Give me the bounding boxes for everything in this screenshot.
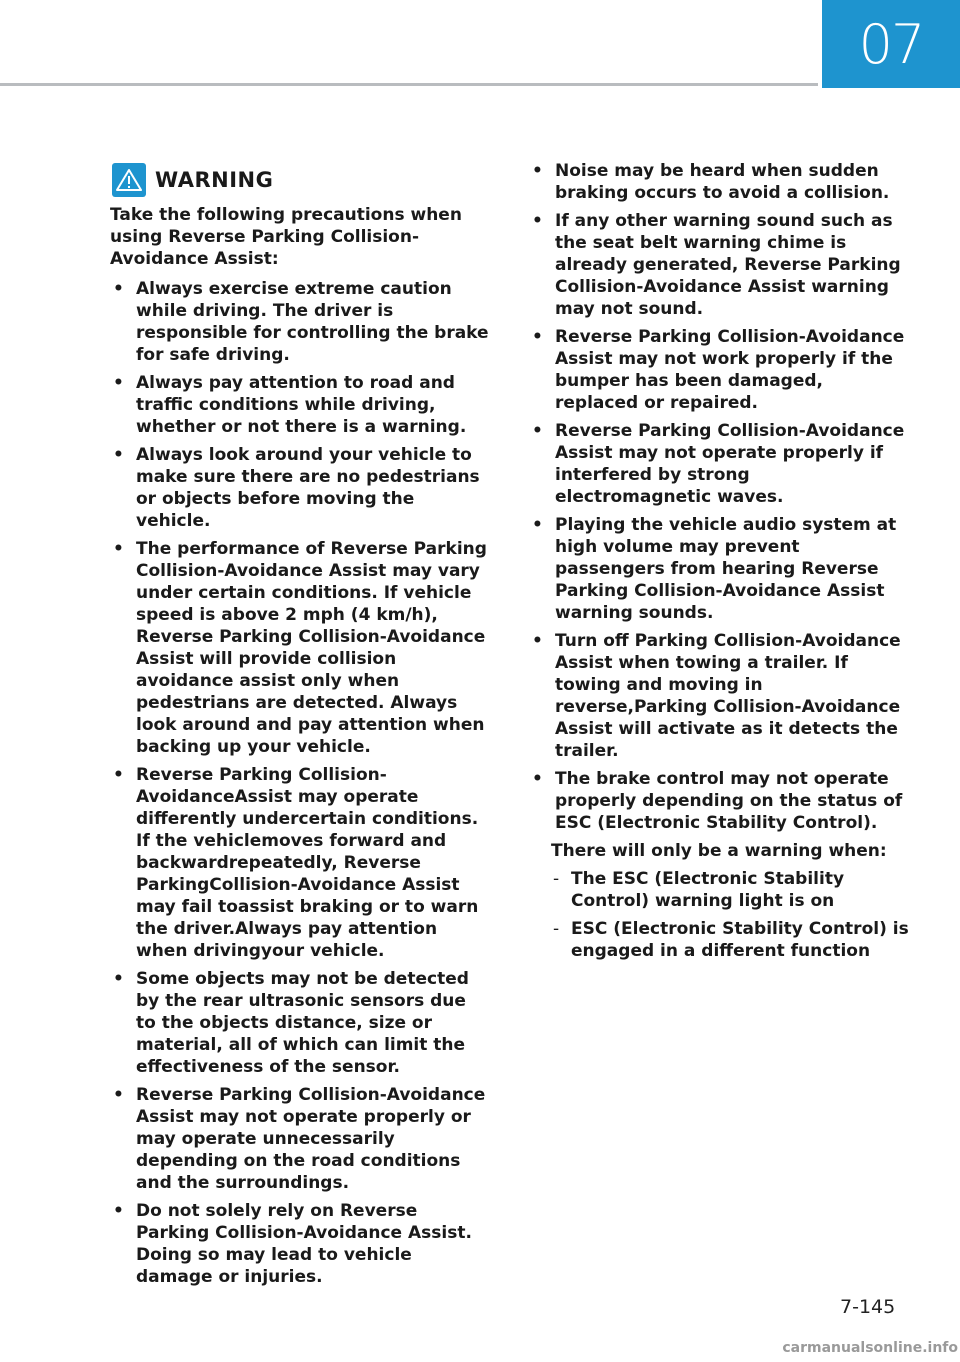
warning-intro: Take the following precautions when using Reverse Parking Collision-Avoidance Assist: (110, 205, 462, 269)
list-item: - ESC (Electronic Stability Control) is engaged in a different function (551, 918, 909, 962)
list-item: • Always look around your vehicle to make sure there are no pedestrians or objects before moving the vehicle. (110, 444, 490, 532)
right-bullet-list (529, 160, 909, 834)
list-item: • Always pay attention to road and traffic conditions while driving, whether or not there is a warning. (110, 372, 490, 438)
list-item: • Reverse Parking Collision-Avoidance Assist may not operate properly or may operate unnecessarily depending on the road conditions and the surroundings. (110, 1084, 490, 1194)
list-item: • Always exercise extreme caution while driving. The driver is responsible for controlling the brake for safe driving. (110, 278, 490, 366)
right-column (529, 160, 909, 968)
chapter-number: 07 (858, 12, 924, 76)
list-item: - The ESC (Electronic Stability Control) warning light is on (551, 868, 909, 912)
esc-note-intro: There will only be a warning when: (551, 841, 887, 861)
left-bullet-list (110, 278, 490, 1288)
header-rule (0, 83, 818, 86)
watermark: carmanualsonline.info (782, 1340, 958, 1356)
list-item: • Noise may be heard when sudden braking occurs to avoid a collision. (529, 160, 909, 204)
list-item: • The brake control may not operate properly depending on the status of ESC (Electronic Stability Control). (529, 768, 909, 834)
list-item: • Reverse Parking Collision-AvoidanceAssist may operate differently undercertain conditions. If the vehiclemoves forward and backwardrepeatedly, Reverse ParkingCollision-Avoidance Assist may fail toassist braking or to warn the driver.Always pay attention when drivingyour vehicle. (110, 764, 490, 962)
list-item: • Playing the vehicle audio system at high volume may prevent passengers from hearing Reverse Parking Collision-Avoidance Assist warning sounds. (529, 514, 909, 624)
left-column (110, 160, 490, 1294)
list-item: • The performance of Reverse Parking Collision-Avoidance Assist may vary under certain conditions. If vehicle speed is above 2 mph (4 km/h), Reverse Parking Collision-Avoidance Assist will provide collision avoidance assist only when pedestrians are detected. Always look around and pay attention when backing up your vehicle. (110, 538, 490, 758)
chapter-tab (822, 0, 960, 88)
page-number: 7-145 (840, 1296, 896, 1318)
list-item: • Some objects may not be detected by the rear ultrasonic sensors due to the objects distance, size or material, all of which can limit the effectiveness of the sensor. (110, 968, 490, 1078)
warning-header (110, 160, 490, 200)
list-item: • Reverse Parking Collision-Avoidance Assist may not operate properly if interfered by strong electromagnetic waves. (529, 420, 909, 508)
warning-triangle-icon (112, 163, 146, 197)
list-item: • If any other warning sound such as the seat belt warning chime is already generated, Reverse Parking Collision-Avoidance Assist warning may not sound. (529, 210, 909, 320)
list-item: • Do not solely rely on Reverse Parking Collision-Avoidance Assist. Doing so may lead to vehicle damage or injuries. (110, 1200, 490, 1288)
list-item: • Reverse Parking Collision-Avoidance Assist may not work properly if the bumper has been damaged, replaced or repaired. (529, 326, 909, 414)
warning-title: WARNING (155, 168, 274, 192)
esc-note-list (529, 868, 909, 962)
list-item: • Turn off Parking Collision-Avoidance Assist when towing a trailer. If towing and moving in reverse,Parking Collision-Avoidance Assist will activate as it detects the trailer. (529, 630, 909, 762)
